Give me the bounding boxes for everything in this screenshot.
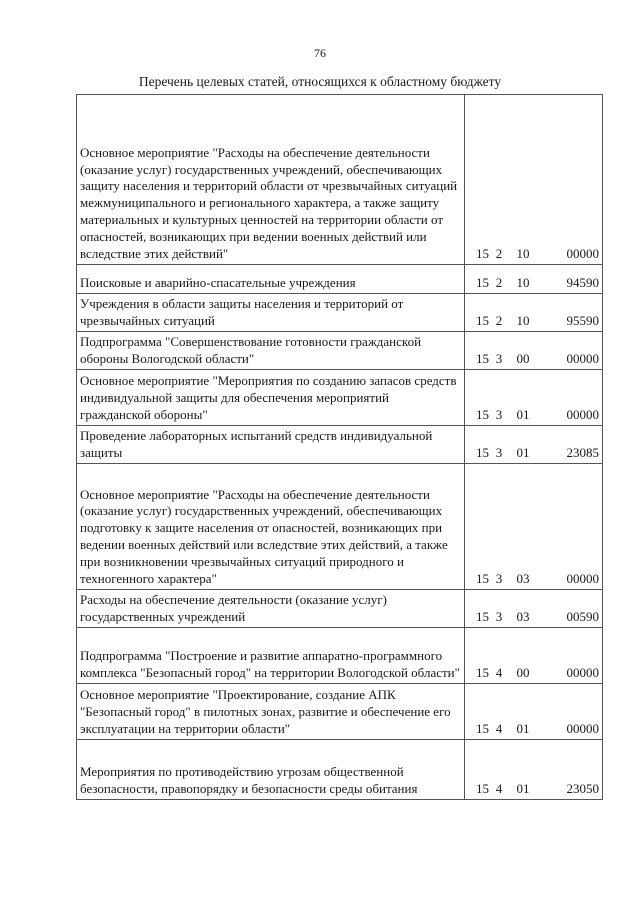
code-event: 10 xyxy=(516,275,530,291)
code-subprogram: 3 xyxy=(495,445,503,461)
code-event: 01 xyxy=(516,445,530,461)
row-code xyxy=(465,464,603,590)
table-row xyxy=(77,294,603,332)
code-direction: 00000 xyxy=(566,407,599,423)
code-program: 15 xyxy=(476,665,489,681)
row-code xyxy=(465,332,603,370)
code-subprogram: 3 xyxy=(495,609,503,625)
table-row xyxy=(77,370,603,426)
code-direction: 00000 xyxy=(566,721,599,737)
row-code xyxy=(465,95,603,265)
row-name: Подпрограмма "Совершенствование готовности гражданской обороны Вологодской области" xyxy=(77,332,465,370)
code-program: 15 xyxy=(476,275,489,291)
page-number: 76 xyxy=(314,46,326,60)
code-program: 15 xyxy=(476,571,489,587)
row-name: Основное мероприятие "Мероприятия по созданию запасов средств индивидуальной защиты для обеспечения мероприятий гражданской обороны" xyxy=(77,370,465,426)
code-subprogram: 3 xyxy=(495,351,503,367)
table-row xyxy=(77,628,603,684)
code-program: 15 xyxy=(476,246,489,262)
code-direction: 00000 xyxy=(566,351,599,367)
code-direction: 00590 xyxy=(566,609,599,625)
code-program: 15 xyxy=(476,721,489,737)
row-code xyxy=(465,265,603,294)
code-direction: 23050 xyxy=(566,781,599,797)
row-name: Учреждения в области защиты населения и территорий от чрезвычайных ситуаций xyxy=(77,294,465,332)
code-program: 15 xyxy=(476,313,489,329)
code-event: 01 xyxy=(516,781,530,797)
table-row xyxy=(77,265,603,294)
code-program: 15 xyxy=(476,781,489,797)
code-event: 03 xyxy=(516,609,530,625)
code-subprogram: 3 xyxy=(495,571,503,587)
code-direction: 95590 xyxy=(566,313,599,329)
row-name: Подпрограмма "Построение и развитие аппаратно-программного комплекса "Безопасный город" на территории Вологодской области" xyxy=(77,628,465,684)
row-name: Расходы на обеспечение деятельности (оказание услуг) государственных учреждений xyxy=(77,590,465,628)
code-direction: 94590 xyxy=(566,275,599,291)
code-subprogram: 2 xyxy=(495,246,503,262)
code-program: 15 xyxy=(476,609,489,625)
row-code xyxy=(465,740,603,800)
table-row xyxy=(77,332,603,370)
code-direction: 00000 xyxy=(566,571,599,587)
row-code xyxy=(465,370,603,426)
row-code xyxy=(465,294,603,332)
row-name: Основное мероприятие "Расходы на обеспечение деятельности (оказание услуг) государственных учреждений, обеспечивающих подготовку к защите населения от опасностей, возникающих при ведении военных действий или вследствие этих действий, а также при возникновении чрезвычайных ситуаций природного и техногенного характера" xyxy=(77,464,465,590)
table-row xyxy=(77,426,603,464)
code-event: 00 xyxy=(516,351,530,367)
code-subprogram: 3 xyxy=(495,407,503,423)
table-row xyxy=(77,740,603,800)
row-name: Проведение лабораторных испытаний средств индивидуальной защиты xyxy=(77,426,465,464)
row-name: Основное мероприятие "Расходы на обеспечение деятельности (оказание услуг) государственных учреждений, обеспечивающих защиту населения и территорий области от чрезвычайных ситуаций межмуниципального и регионального характера, а также защиту материальных и культурных ценностей на территории области от опасностей, возникающих при ведении военных действий или вследствие этих действий" xyxy=(77,95,465,265)
code-event: 10 xyxy=(516,313,530,329)
code-subprogram: 4 xyxy=(495,721,503,737)
code-subprogram: 2 xyxy=(495,275,503,291)
code-subprogram: 2 xyxy=(495,313,503,329)
page-title: Перечень целевых статей, относящихся к областному бюджету xyxy=(138,74,502,89)
code-program: 15 xyxy=(476,407,489,423)
code-program: 15 xyxy=(476,351,489,367)
row-name: Основное мероприятие "Проектирование, создание АПК "Безопасный город" в пилотных зонах, развитие и обеспечение его эксплуатации на территории области" xyxy=(77,684,465,740)
table-row xyxy=(77,464,603,590)
row-code xyxy=(465,628,603,684)
table-row xyxy=(77,590,603,628)
code-event: 10 xyxy=(516,246,530,262)
row-code xyxy=(465,684,603,740)
code-direction: 23085 xyxy=(566,445,599,461)
code-event: 03 xyxy=(516,571,530,587)
target-items-table xyxy=(76,94,603,800)
code-direction: 00000 xyxy=(566,246,599,262)
row-name: Мероприятия по противодействию угрозам общественной безопасности, правопорядку и безопасности среды обитания xyxy=(77,740,465,800)
code-event: 00 xyxy=(516,665,530,681)
row-code xyxy=(465,426,603,464)
code-subprogram: 4 xyxy=(495,665,503,681)
code-event: 01 xyxy=(516,407,530,423)
row-name: Поисковые и аварийно-спасательные учреждения xyxy=(77,265,465,294)
table-row xyxy=(77,95,603,265)
table-row xyxy=(77,684,603,740)
code-program: 15 xyxy=(476,445,489,461)
code-direction: 00000 xyxy=(566,665,599,681)
code-subprogram: 4 xyxy=(495,781,503,797)
code-event: 01 xyxy=(516,721,530,737)
row-code xyxy=(465,590,603,628)
